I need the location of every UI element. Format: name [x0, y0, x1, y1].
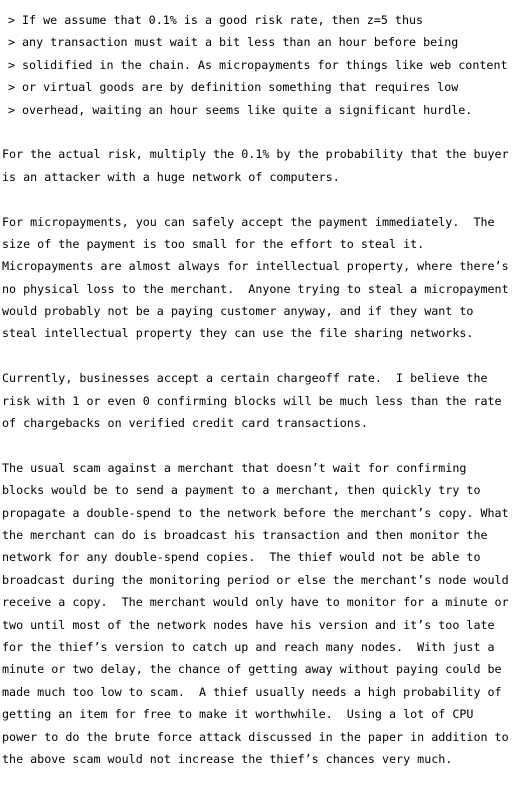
email-reply-body: [2, 9, 513, 770]
text-line: steal intellectual property they can use the file sharing networks.: [2, 326, 474, 341]
text-line: network for any double-spend copies. The thief would not be able to: [2, 550, 481, 565]
quote-marker: >: [8, 57, 16, 72]
quoted-text: overhead, waiting an hour seems like quite a significant hurdle.: [22, 102, 473, 117]
text-line: is an attacker with a huge network of computers.: [2, 169, 340, 184]
text-line: the above scam would not increase the thief’s chances very much.: [2, 751, 453, 766]
quote-marker: >: [8, 13, 16, 27]
text-line: would probably not be a paying customer anyway, and if they want to: [2, 304, 474, 319]
text-line: blocks would be to send a payment to a merchant, then quickly try to: [2, 483, 481, 498]
quoted-line: [2, 99, 513, 121]
quoted-block: [2, 9, 513, 121]
quoted-text: solidified in the chain. As micropayments for things like web content: [22, 57, 508, 72]
paragraph-chargeoff: [2, 367, 513, 434]
paragraph-gap: [2, 434, 513, 456]
text-line: receive a copy. The merchant would only have to monitor for a minute or: [2, 595, 509, 610]
paragraph-gap: [2, 188, 513, 210]
text-line: two until most of the network nodes have his version and it’s too late: [2, 617, 495, 632]
text-line: the merchant can do is broadcast his transaction and then monitor the: [2, 527, 488, 542]
text-line: Currently, businesses accept a certain chargeoff rate. I believe the: [2, 371, 488, 386]
text-line: getting an item for free to make it worthwhile. Using a lot of CPU: [2, 707, 474, 722]
quoted-text: or virtual goods are by definition something that requires low: [22, 80, 459, 95]
text-line: no physical loss to the merchant. Anyone trying to steal a micropayment: [2, 281, 509, 296]
text-line: For the actual risk, multiply the 0.1% by the probability that the buyer: [2, 147, 509, 162]
text-line: minute or two delay, the chance of getting away without paying could be: [2, 662, 502, 677]
text-line: of chargebacks on verified credit card transactions.: [2, 416, 368, 431]
text-line: Micropayments are almost always for intellectual property, where there’s: [2, 259, 509, 274]
paragraph-gap: [2, 345, 513, 367]
text-line: for the thief’s version to catch up and reach many nodes. With just a: [2, 639, 495, 654]
text-line: size of the payment is too small for the effort to steal it.: [2, 236, 425, 251]
text-line: For micropayments, you can safely accept the payment immediately. The: [2, 214, 495, 229]
paragraph-micropayments: [2, 211, 513, 345]
quoted-text: If we assume that 0.1% is a good risk rate, then z=5 thus: [22, 13, 424, 27]
quote-marker: >: [8, 35, 16, 50]
text-line: made much too low to scam. A thief usually needs a high probability of: [2, 684, 502, 699]
text-line: propagate a double-spend to the network before the merchant’s copy. What: [2, 505, 509, 520]
paragraph-gap: [2, 121, 513, 143]
quoted-text: any transaction must wait a bit less than an hour before being: [22, 35, 459, 50]
text-line: broadcast during the monitoring period or else the merchant’s node would: [2, 572, 509, 587]
text-line: The usual scam against a merchant that doesn’t wait for confirming: [2, 460, 467, 475]
text-line: risk with 1 or even 0 confirming blocks will be much less than the rate: [2, 393, 502, 408]
quote-marker: >: [8, 80, 16, 95]
quoted-line: [2, 54, 513, 76]
paragraph-actual-risk: [2, 143, 513, 188]
quote-marker: >: [8, 102, 16, 117]
quoted-line: [2, 76, 513, 98]
text-line: power to do the brute force attack discussed in the paper in addition to: [2, 729, 509, 744]
paragraph-scam: [2, 457, 513, 770]
quoted-line: [2, 9, 513, 31]
quoted-line: [2, 31, 513, 53]
